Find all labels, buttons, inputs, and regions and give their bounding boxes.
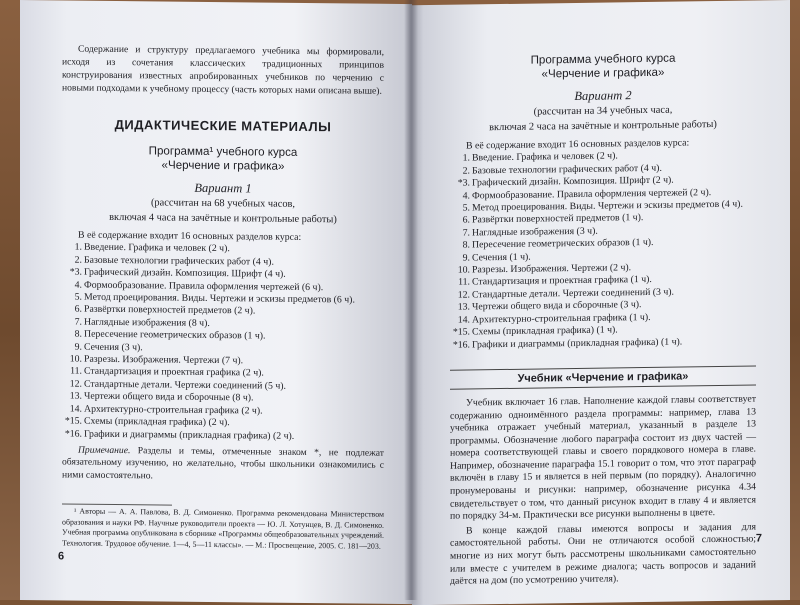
list-item: 5. Метод проецирования. Виды. Чертежи и эскизы предметов (4 ч). (462, 198, 743, 214)
list-intro: В её содержание входит 16 основных разделов курса: (78, 229, 302, 243)
list-item: 8. Пересечение геометрических образов (1 ч). (462, 237, 654, 251)
list-item: *15. Схемы (прикладная графика) (1 ч). (452, 324, 618, 338)
note-paragraph (62, 444, 384, 485)
intro-paragraph: Содержание и структуру предлагаемого учебника мы формировали, исходя из сочетания классических традиционных принципов конструирования известных апробированных учебников по черчению с новыми подходами к учебному процессу (часть которых нами описана выше). (62, 43, 384, 97)
hours-line-1: (рассчитан на 68 учебных часов, (150, 197, 296, 210)
list-item: 7. Наглядные изображения (8 ч). (74, 316, 210, 329)
footnote-divider (62, 504, 172, 506)
list-item: 1. Введение. Графика и человек (2 ч). (74, 241, 230, 255)
left-page (20, 0, 412, 604)
list-item: 9. Сечения (1 ч). (462, 251, 531, 264)
hours-line-1: (рассчитан на 34 учебных часа, (533, 104, 673, 118)
list-intro: В её содержание входит 16 основных разделов курса: (466, 137, 690, 152)
list-item: *16. Графики и диаграммы (прикладная графика) (1 ч). (452, 336, 683, 351)
list-item: 8. Пересечение геометрических образов (1 ч). (74, 328, 266, 342)
note-label: Примечание. (78, 444, 131, 457)
list-item: 11. Стандартизация и проектная графика (1 ч). (458, 274, 652, 289)
page-number-right: 7 (755, 532, 762, 545)
book-gutter (404, 0, 418, 600)
program-title: Программа¹ учебного курса (148, 144, 298, 159)
list-item: 10. Разрезы. Изображения. Чертежи (2 ч). (457, 262, 632, 276)
list-item: 6. Развёртки поверхностей предметов (2 ч). (74, 304, 256, 317)
list-item: 13. Чертежи общего вида и сборочные (8 ч). (69, 390, 254, 404)
list-item: 2. Базовые технологии графических работ (4 ч). (74, 254, 274, 268)
list-item: 4. Формообразование. Правила оформления чертежей (6 ч). (74, 279, 324, 293)
list-item: 9. Сечения (3 ч). (74, 341, 143, 353)
page-number-left: 6 (58, 550, 65, 563)
list-item: 1. Введение. Графика и человек (2 ч). (462, 150, 618, 164)
list-item: 12. Стандартные детали. Чертежи соединений (5 ч). (69, 378, 287, 392)
list-item: 11. Стандартизация и проектная графика (2 ч). (70, 365, 264, 380)
list-item: 4. Формообразование. Правила оформления чертежей (2 ч). (462, 186, 712, 202)
section-list (62, 242, 384, 444)
variant-heading: Вариант 1 (194, 180, 252, 196)
footnote: ¹ Авторы — А. А. Павлова, В. Д. Симоненко. Программа рекомендована Министерством образования и науки РФ. Научные руководители проекта — Ю. Л. Хотунцев, В. Д. Симоненко. Учебная программа опубликована в сборнике «Программы общеобразовательных учреждений. Технология. Трудовое обучение. 1—4, 5—11 классы». — М.: Просвещение, 2005. С. 181—203. (62, 506, 384, 551)
list-item: 7. Наглядные изображения (3 ч). (462, 225, 598, 239)
list-item: 14. Архитектурно-строительная графика (1 ч). (457, 311, 651, 326)
right-page (412, 0, 790, 605)
hours-line-2: включая 4 часа на зачётные и контрольные работы) (109, 211, 337, 225)
list-item: 2. Базовые технологии графических работ (4 ч). (462, 162, 662, 177)
list-item: *3. Графический дизайн. Композиция. Шрифт (2 ч). (457, 174, 674, 189)
list-item: 13. Чертежи общего вида и сборочные (3 ч). (457, 299, 642, 313)
list-item: 6. Развёртки поверхностей предметов (1 ч). (462, 212, 644, 227)
program-subtitle: «Черчение и графика» (161, 158, 285, 173)
list-item: 10. Разрезы. Изображения. Чертежи (7 ч). (69, 353, 244, 367)
list-item: *16. Графики и диаграммы (прикладная графика) (2 ч). (64, 427, 295, 442)
section-title: ДИДАКТИЧЕСКИЕ МАТЕРИАЛЫ (114, 116, 332, 135)
body-paragraph-2: В конце каждой главы имеются вопросы и задания для самостоятельной работы. Они не отличаются особой сложностью; многие из них могут быть рассмотрены школьниками самостоятельно или вместе с учителем в режиме диалога; часть вопросов и заданий даётся на дом (по усмотрению учителя). (450, 521, 756, 587)
program-subtitle: «Черчение и графика» (541, 65, 665, 81)
list-item: *3. Графический дизайн. Композиция. Шрифт (4 ч). (69, 266, 286, 281)
hours-line-2: включая 2 часа на зачётные и контрольные работы) (489, 118, 717, 133)
section-list (450, 149, 756, 352)
list-item: 5. Метод проецирования. Виды. Чертежи и эскизы предметов (6 ч). (74, 291, 355, 306)
list-item: *15. Схемы (прикладная графика) (2 ч). (64, 415, 230, 429)
variant-heading: Вариант 2 (574, 88, 632, 104)
textbook-subheading: Учебник «Черчение и графика» (450, 365, 756, 389)
program-title: Программа учебного курса (530, 51, 676, 67)
body-paragraph-1: Учебник включает 16 глав. Наполнение каждой главы соответствует содержанию одноимённого раздела программы: например, глава 13 учебника отражает учебный материал, указанный в разделе 13 программы. Обозначение любого параграфа состоит из двух частей — номера соответствующей главы и своего порядкового номера в главе. Например, обозначение параграфа 15.1 говорит о том, что этот параграф включён в главу 15 и является в ней первым (по порядку). Аналогично пронумерованы и рисунки: например, обозначение рисунка 4.34 свидетельствует о том, что данный рисунок входит в главу 4 и является по порядку 34-м. Практически все рисунки выполнены в цвете. (450, 393, 756, 522)
list-item: 12. Стандартные детали. Чертежи соединений (3 ч). (457, 286, 675, 301)
list-item: 14. Архитектурно-строительная графика (2 ч). (69, 403, 263, 417)
note-text: Разделы и темы, отмеченные знаком *, не подлежат обязательному изучению, но желательно, чтобы школьники ознакомились с ними самостоятельно. (62, 445, 384, 482)
